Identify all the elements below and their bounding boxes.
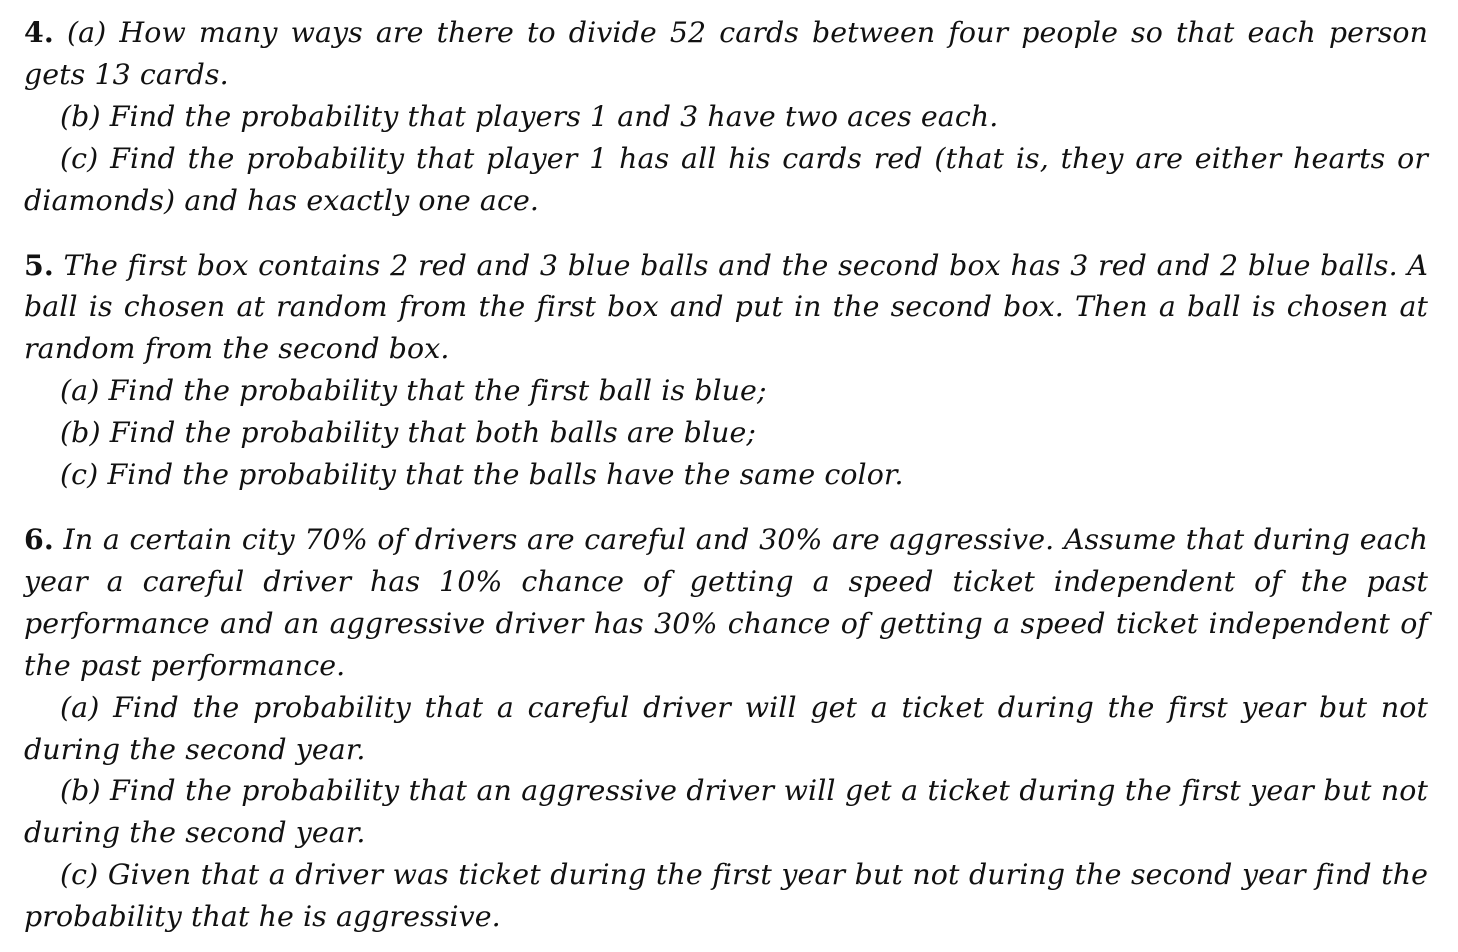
problem-5-intro	[24, 245, 1428, 371]
problem-text: (a) How many ways are there to divide 52 cards between four people so that each person gets 13 cards.	[24, 16, 1428, 91]
problem-5-part-c: (c) Find the probability that the balls have the same color.	[60, 458, 904, 492]
problem-4-part-b: (b) Find the probability that players 1 and 3 have two aces each.	[60, 99, 999, 133]
problem-number: 6.	[24, 521, 54, 556]
problem-number: 5.	[24, 247, 54, 282]
problem-6-part-b: (b) Find the probability that an aggressive driver will get a ticket during the first year but not during the second year.	[24, 774, 1428, 850]
problem-4	[24, 12, 1428, 222]
problem-number: 4.	[24, 15, 54, 49]
problem-5-part-a: (a) Find the probability that the first ball is blue;	[60, 374, 767, 408]
problem-4-intro	[24, 12, 1428, 96]
problem-6	[24, 519, 1428, 938]
problem-5-part-b: (b) Find the probability that both balls are blue;	[60, 416, 757, 450]
problem-6-intro	[24, 519, 1428, 687]
problem-6-part-c: (c) Given that a driver was ticket during the first year but not during the second year find the probability that he is aggressive.	[24, 858, 1428, 934]
problem-text: In a certain city 70% of drivers are careful and 30% are aggressive. Assume that during each year a careful driver has 10% chance of getting a speed ticket independent of the past performance and an aggressive driver has 30% chance of getting a speed ticket independent of the past performance.	[24, 522, 1429, 682]
problem-5	[24, 245, 1428, 496]
problem-6-part-a: (a) Find the probability that a careful driver will get a ticket during the first year but not during the second year.	[24, 690, 1428, 766]
problem-4-part-c: (c) Find the probability that player 1 has all his cards red (that is, they are either hearts or diamonds) and has exactly one ace.	[24, 141, 1428, 217]
problem-sheet	[24, 12, 1428, 938]
problem-text: The first box contains 2 red and 3 blue balls and the second box has 3 red and 2 blue balls. A ball is chosen at random from the first box and put in the second box. Then a ball is chosen at random from the second box.	[24, 248, 1428, 366]
